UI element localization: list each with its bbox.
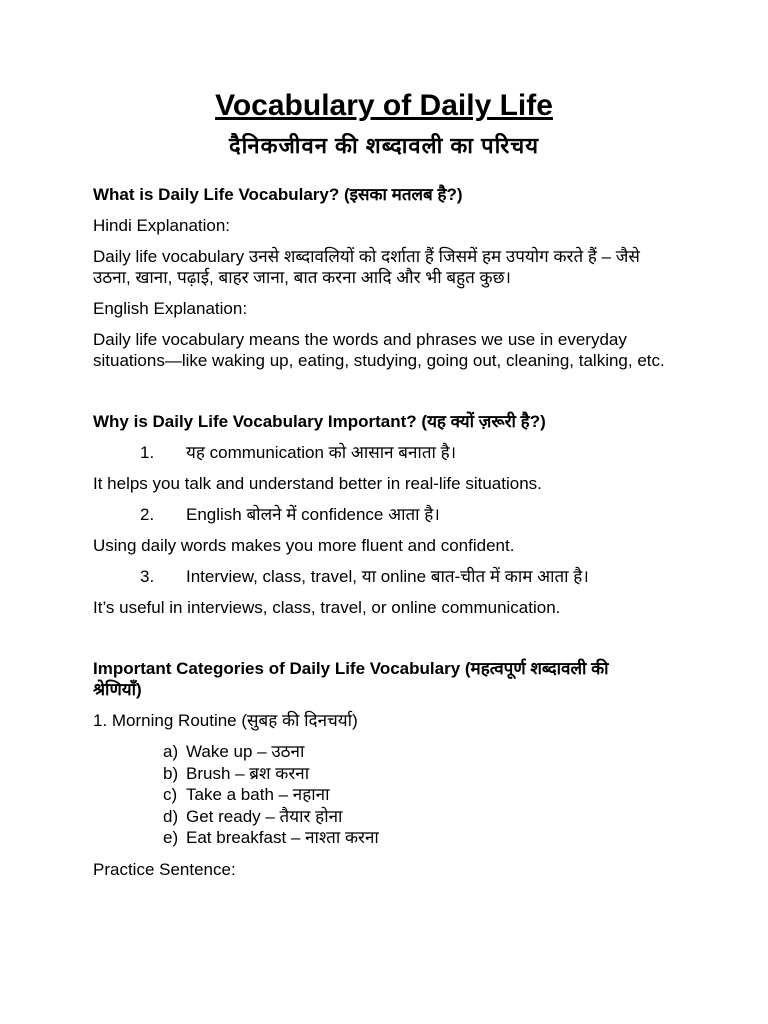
item-text: यह communication को आसान बनाता है। [186, 443, 457, 462]
item-note: Using daily words makes you more fluent and confident. [93, 536, 515, 555]
list-marker: b) [163, 763, 179, 783]
list-text: Take a bath – नहाना [186, 785, 330, 804]
list-text: Brush – ब्रश करना [186, 763, 310, 783]
list-text: Get ready – तैयार होना [186, 806, 343, 826]
english-explanation-label: English Explanation: [93, 299, 248, 318]
list-text: Eat breakfast – नाश्ता करना [186, 828, 379, 847]
list-marker: c) [163, 785, 178, 804]
hindi-explanation-label: Hindi Explanation: [93, 216, 231, 235]
section-heading-what: What is Daily Life Vocabulary? (इसका मतलब है?) [93, 185, 463, 204]
item-note: It’s useful in interviews, class, travel, or online communication. [93, 598, 561, 617]
item-text: English बोलने में confidence आता है। [186, 505, 440, 524]
list-item [93, 741, 675, 763]
list-item [93, 806, 675, 828]
numbered-item [93, 504, 675, 525]
item-text: Interview, class, travel, या online बात-चीत में काम आता है। [186, 567, 589, 586]
item-number: 3. [140, 567, 155, 586]
list-text: Wake up – उठना [186, 742, 305, 761]
document-title: Vocabulary of Daily Life [215, 89, 553, 122]
document-subtitle: दैनिकजीवन की शब्दावली का परिचय [228, 133, 540, 158]
section-heading-categories [93, 658, 675, 700]
list-marker: d) [163, 806, 179, 826]
list-marker: a) [163, 742, 179, 761]
list-item [93, 784, 675, 806]
heading-line-2: श्रेणियाँ) [93, 680, 142, 699]
item-note: It helps you talk and understand better in real-life situations. [93, 474, 542, 493]
item-number: 2. [140, 505, 155, 524]
list-item [93, 763, 675, 785]
practice-sentence-label: Practice Sentence: [93, 859, 236, 879]
numbered-item [93, 442, 675, 463]
subsection-morning-routine: 1. Morning Routine (सुबह की दिनचर्या) [93, 711, 358, 730]
heading-line-1: Important Categories of Daily Life Vocabulary (महत्वपूर्ण शब्दावली की [93, 659, 609, 678]
numbered-item [93, 566, 675, 587]
hindi-explanation-text: Daily life vocabulary उनसे शब्दावलियों को दर्शाता हैं जिसमें हम उपयोग करते हैं – जैसे उठना, खाना, पढ़ाई, बाहर जाना, बात करना आदि और भी बहुत कुछ। [93, 247, 640, 287]
list-item [93, 827, 675, 849]
english-explanation-text: Daily life vocabulary means the words and phrases we use in everyday situations—like waking up, eating, studying, going out, cleaning, talking, etc. [93, 330, 665, 370]
vocabulary-list [93, 741, 675, 849]
list-marker: e) [163, 828, 179, 847]
item-number: 1. [140, 443, 155, 462]
section-heading-why: Why is Daily Life Vocabulary Important? (यह क्यों ज़रूरी है?) [93, 412, 546, 431]
